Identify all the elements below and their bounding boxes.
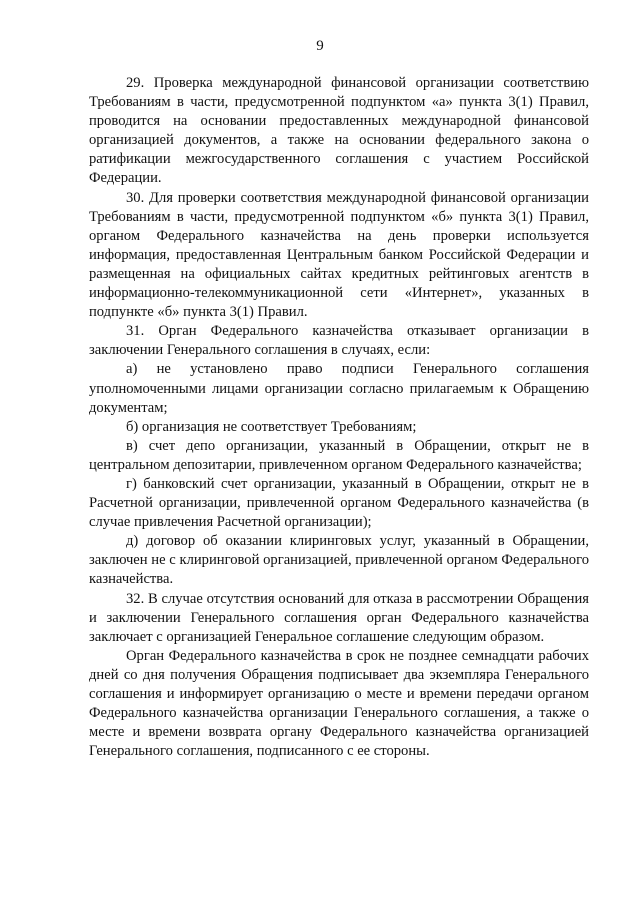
list-item-d: д) договор об оказании клиринговых услуг, указанный в Обращении, заключен не с клиринговой организацией, привлеченной органом Федерального казначейства.	[89, 533, 589, 588]
document-body	[89, 74, 589, 761]
paragraph-29: 29. Проверка международной финансовой организации соответствию Требованиям в части, предусмотренной подпунктом «а» пункта 3(1) Правил, проводится на основании предоставленных международной финансовой организацией документов, а также на основании федерального закона о ратификации межгосударственного соглашения с участием Российской Федерации.	[89, 75, 589, 187]
list-item-v: в) счет депо организации, указанный в Обращении, открыт не в центральном депозитарии, привлеченном органом Федерального казначейства;	[89, 437, 589, 473]
page-number: 9	[316, 38, 324, 54]
paragraph-32-continuation: Орган Федерального казначейства в срок не позднее семнадцати рабочих дней со дня получения Обращения подписывает два экземпляра Генерального соглашения и информирует организацию о месте и времени передачи органом Федерального казначейства организации Генерального соглашения, а также о месте и времени возврата органу Федерального казначейства организацией Генерального соглашения, подписанного с ее стороны.	[89, 647, 589, 760]
paragraph-32: 32. В случае отсутствия оснований для отказа в рассмотрении Обращения и заключении Генерального соглашения орган Федерального казначейства заключает с организацией Генеральное соглашение следующим образом.	[89, 590, 589, 645]
paragraph-30: 30. Для проверки соответствия международной финансовой организации Требованиям в части, предусмотренной подпунктом «б» пункта 3(1) Правил, органом Федерального казначейства на день проверки используется информация, предоставленная Центральным банком Российской Федерации и размещенная на официальных сайтах кредитных рейтинговых агентств в информационно-телекоммуникационной сети «Интернет», указанных в подпункте «б» пункта 3(1) Правил.	[89, 189, 589, 321]
list-item-g: г) банковский счет организации, указанный в Обращении, открыт не в Расчетной организации, привлеченной органом Федерального казначейства (в случае привлечения Расчетной организации);	[89, 475, 589, 531]
list-item-a: а) не установлено право подписи Генерального соглашения уполномоченными лицами организации согласно прилагаемым к Обращению документам;	[89, 361, 589, 416]
list-item-b: б) организация не соответствует Требованиям;	[126, 418, 417, 435]
paragraph-31: 31. Орган Федерального казначейства отказывает организации в заключении Генерального соглашения в случаях, если:	[89, 323, 589, 359]
